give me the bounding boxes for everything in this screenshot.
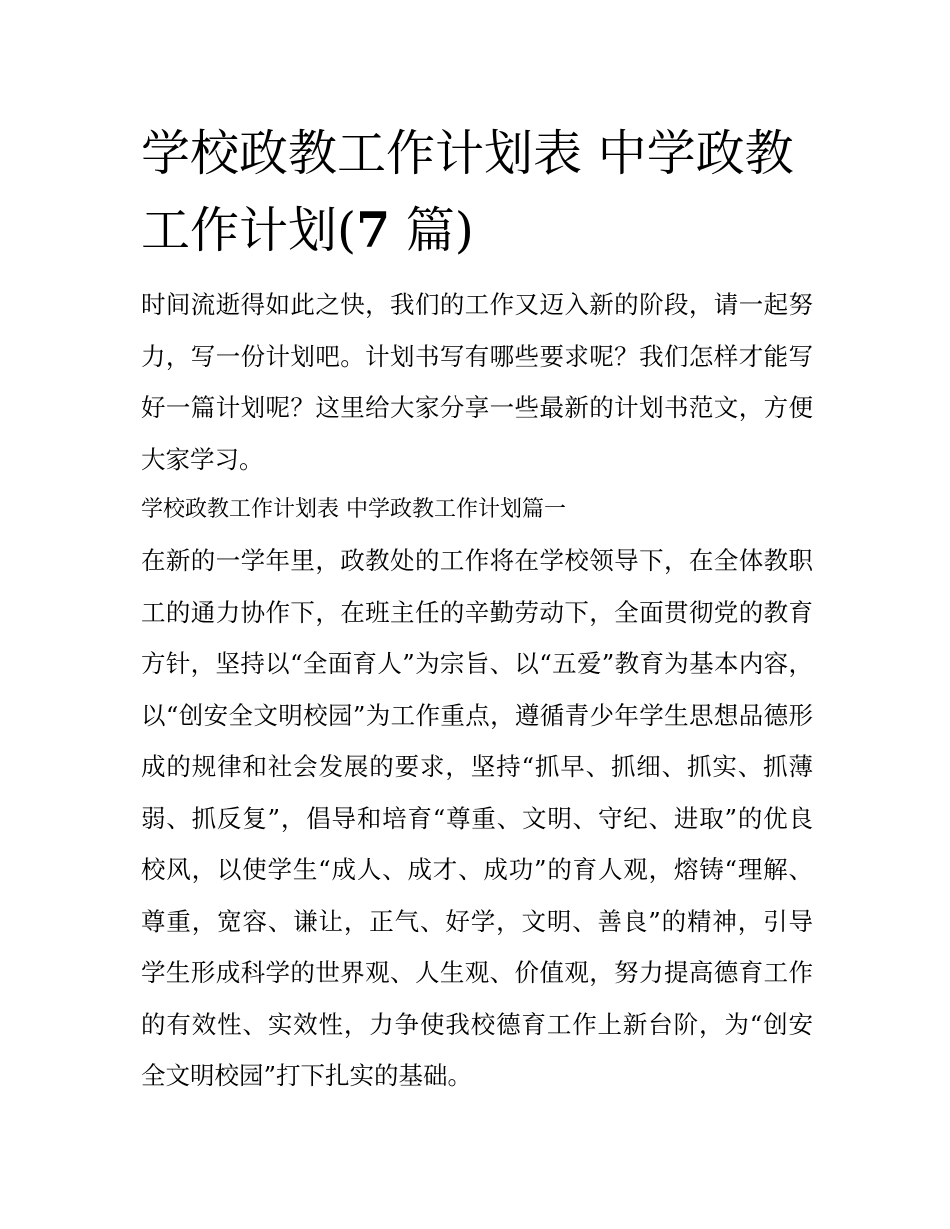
section-heading: 学校政教工作计划表 中学政教工作计划篇一 <box>141 497 566 522</box>
document-page <box>141 116 813 1102</box>
title-number: 7 <box>356 201 391 259</box>
title-text-part1: 学校政教工作计划表 中学政教工作计划( <box>141 125 794 259</box>
document-title <box>141 116 813 269</box>
section-body-paragraph: 在新的一学年里，政教处的工作将在学校领导下，在全体教职工的通力协作下，在班主任的辛勤劳动下，全面贯彻党的教育方针，坚持以“全面育人”为宗旨、以“五爱”教育为基本内容，以“创安全文明校园”为工作重点，遵循青少年学生思想品德形成的规律和社会发展的要求，坚持“抓早、抓细、抓实、抓薄弱、抓反复”，倡导和培育“尊重、文明、守纪、进取”的优良校风，以使学生“成人、成才、成功”的育人观，熔铸“理解、尊重，宽容、谦让，正气、好学，文明、善良”的精神，引导学生形成科学的世界观、人生观、价值观，努力提高德育工作的有效性、实效性，力争使我校德育工作上新台阶，为“创安全文明校园”打下扎实的基础。 <box>141 546 813 1090</box>
intro-paragraph: 时间流逝得如此之快，我们的工作又迈入新的阶段，请一起努力，写一份计划吧。计划书写有哪些要求呢？我们怎样才能写好一篇计划呢？这里给大家分享一些最新的计划书范文，方便大家学习。 <box>141 290 813 474</box>
title-text-part2: 篇) <box>390 202 474 259</box>
